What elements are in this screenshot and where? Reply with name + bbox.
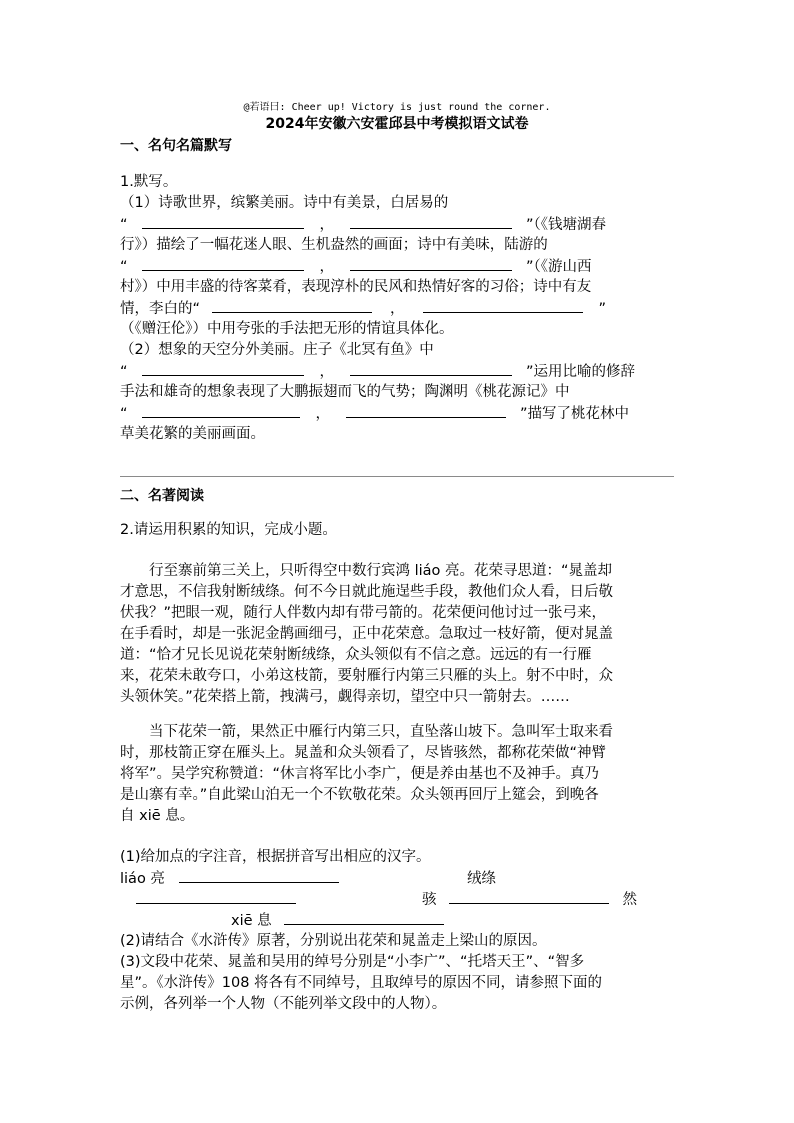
sub-question-2: (2)请结合《水浒传》原著，分别说出花荣和晁盖走上梁山的原因。 — [120, 933, 547, 949]
answer-blank[interactable] — [212, 298, 372, 313]
q1-part1-line2: “ ， ”（《钱塘湖春 — [120, 214, 680, 235]
section1-body — [120, 172, 680, 445]
section-heading-1: 一、名句名篇默写 — [120, 138, 232, 154]
word-rongtao: 绒绦 — [466, 871, 496, 887]
sub-question-3: (3)文段中花荣、晁盖和吴用的绰号分别是“小李广”、“托塔天王”、“智多 星”。《水浒传》108 将各有不同绰号，且取绰号的原因不同，请参照下面的 示例，各列举一个人物（不能列举文段中的人物）。 — [120, 954, 603, 1012]
answer-blank[interactable] — [142, 361, 304, 376]
char-hai: 骇 — [422, 892, 437, 908]
exam-title: 2024年安徽六安霍邱县中考模拟语文试卷 — [265, 116, 529, 132]
answer-blank[interactable] — [284, 910, 444, 925]
char-ran: 然 — [622, 892, 637, 908]
answer-blank[interactable] — [142, 256, 304, 271]
answer-blank[interactable] — [423, 298, 583, 313]
question-1-label: 1.默写。 — [120, 174, 178, 190]
answer-blank[interactable] — [350, 214, 512, 229]
answer-blank[interactable] — [350, 256, 512, 271]
pinyin-xie: xiē 息 — [231, 913, 272, 929]
answer-blank[interactable] — [142, 403, 300, 418]
q1-part1-line4: “ ， ”（《游山西 — [120, 256, 680, 277]
passage-paragraph-1: 行至寨前第三关上，只听得空中数行宾鸿 liáo 亮。花荣寻思道：“晁盖却 才意思，不信我射断绒绦。何不今日就此施逞些手段，教他们众人看，日后敬 伏我？”把眼一观，随行人伴数内却有带弓箭的。花荣便问他讨过一张弓来， 在手看时，却是一张泥金鹊画细弓，正中花荣意。急取过一枝好箭，便对晁盖 道：“恰才兄长见说花荣射断绒绦，众头领似有不信之意。远远的有一行雁 来，花荣未敢夸口，小弟这枝箭，要射雁行内第三只雁的头上。射不中时，众 头领休笑。”花荣搭上箭，拽满弓，觑得亲切，望空中只一箭射去。…… — [120, 563, 613, 705]
q1-part2-line1: （2）想象的天空分外美丽。庄子《北冥有鱼》中 — [120, 342, 434, 358]
answer-blank[interactable] — [136, 889, 296, 904]
answer-blank[interactable] — [350, 361, 512, 376]
section-heading-2: 二、名著阅读 — [120, 488, 204, 504]
motto-line: @若语曰: Cheer up! Victory is just round the corner. — [243, 102, 551, 113]
q1-part1-line5: 村》）中用丰盛的待客菜肴，表现淳朴的民风和热情好客的习俗；诗中有友 — [120, 279, 592, 295]
answer-blank[interactable] — [346, 403, 506, 418]
answer-blank[interactable] — [142, 214, 304, 229]
answer-blank[interactable] — [179, 868, 339, 883]
q1-part2-line3: 手法和雄奇的想象表现了大鹏振翅而飞的气势；陶渊明《桃花源记》中 — [120, 384, 570, 400]
answer-blank[interactable] — [449, 889, 609, 904]
sub1-row1 — [120, 868, 680, 889]
question-2-label: 2.请运用积累的知识，完成小题。 — [120, 522, 337, 538]
q1-part1-line6: 情，李白的“ ， ” — [120, 298, 680, 319]
q1-part2-line5: 草美花繁的美丽画面。 — [120, 426, 265, 442]
pinyin-liao: liáo 亮 — [120, 871, 165, 887]
q1-part2-line4: “ ， ”描写了桃花林中 — [120, 403, 680, 424]
sub1-row2 — [120, 889, 680, 910]
section-divider — [120, 476, 674, 477]
q1-part1-line3: 行》）描绘了一幅花迷人眼、生机盎然的画面；诗中有美味，陆游的 — [120, 237, 548, 253]
passage-paragraph-2: 当下花荣一箭，果然正中雁行内第三只，直坠落山坡下。急叫军士取来看 时，那枝箭正穿在雁头上。晁盖和众头领看了，尽皆骇然，都称花荣做“神臂 将军”。吴学究称赞道：“休言将军比小李广，便是养由基也不及神手。真乃 是山寨有幸。”自此梁山泊无一个不钦敬花荣。众头领再回厅上筵会，到晚各 自 xiē 息。 — [120, 724, 613, 824]
sub-question-1: (1)给加点的字注音，根据拼音写出相应的汉字。 — [120, 849, 431, 865]
sub1-row3 — [120, 910, 680, 931]
q1-part1-line7: （《赠汪伦》）中用夸张的手法把无形的情谊具体化。 — [120, 321, 454, 337]
q1-part1-line1: （1）诗歌世界，缤繁美丽。诗中有美景，白居易的 — [120, 195, 449, 211]
q1-part2-line2: “ ， ”运用比喻的修辞 — [120, 361, 680, 382]
